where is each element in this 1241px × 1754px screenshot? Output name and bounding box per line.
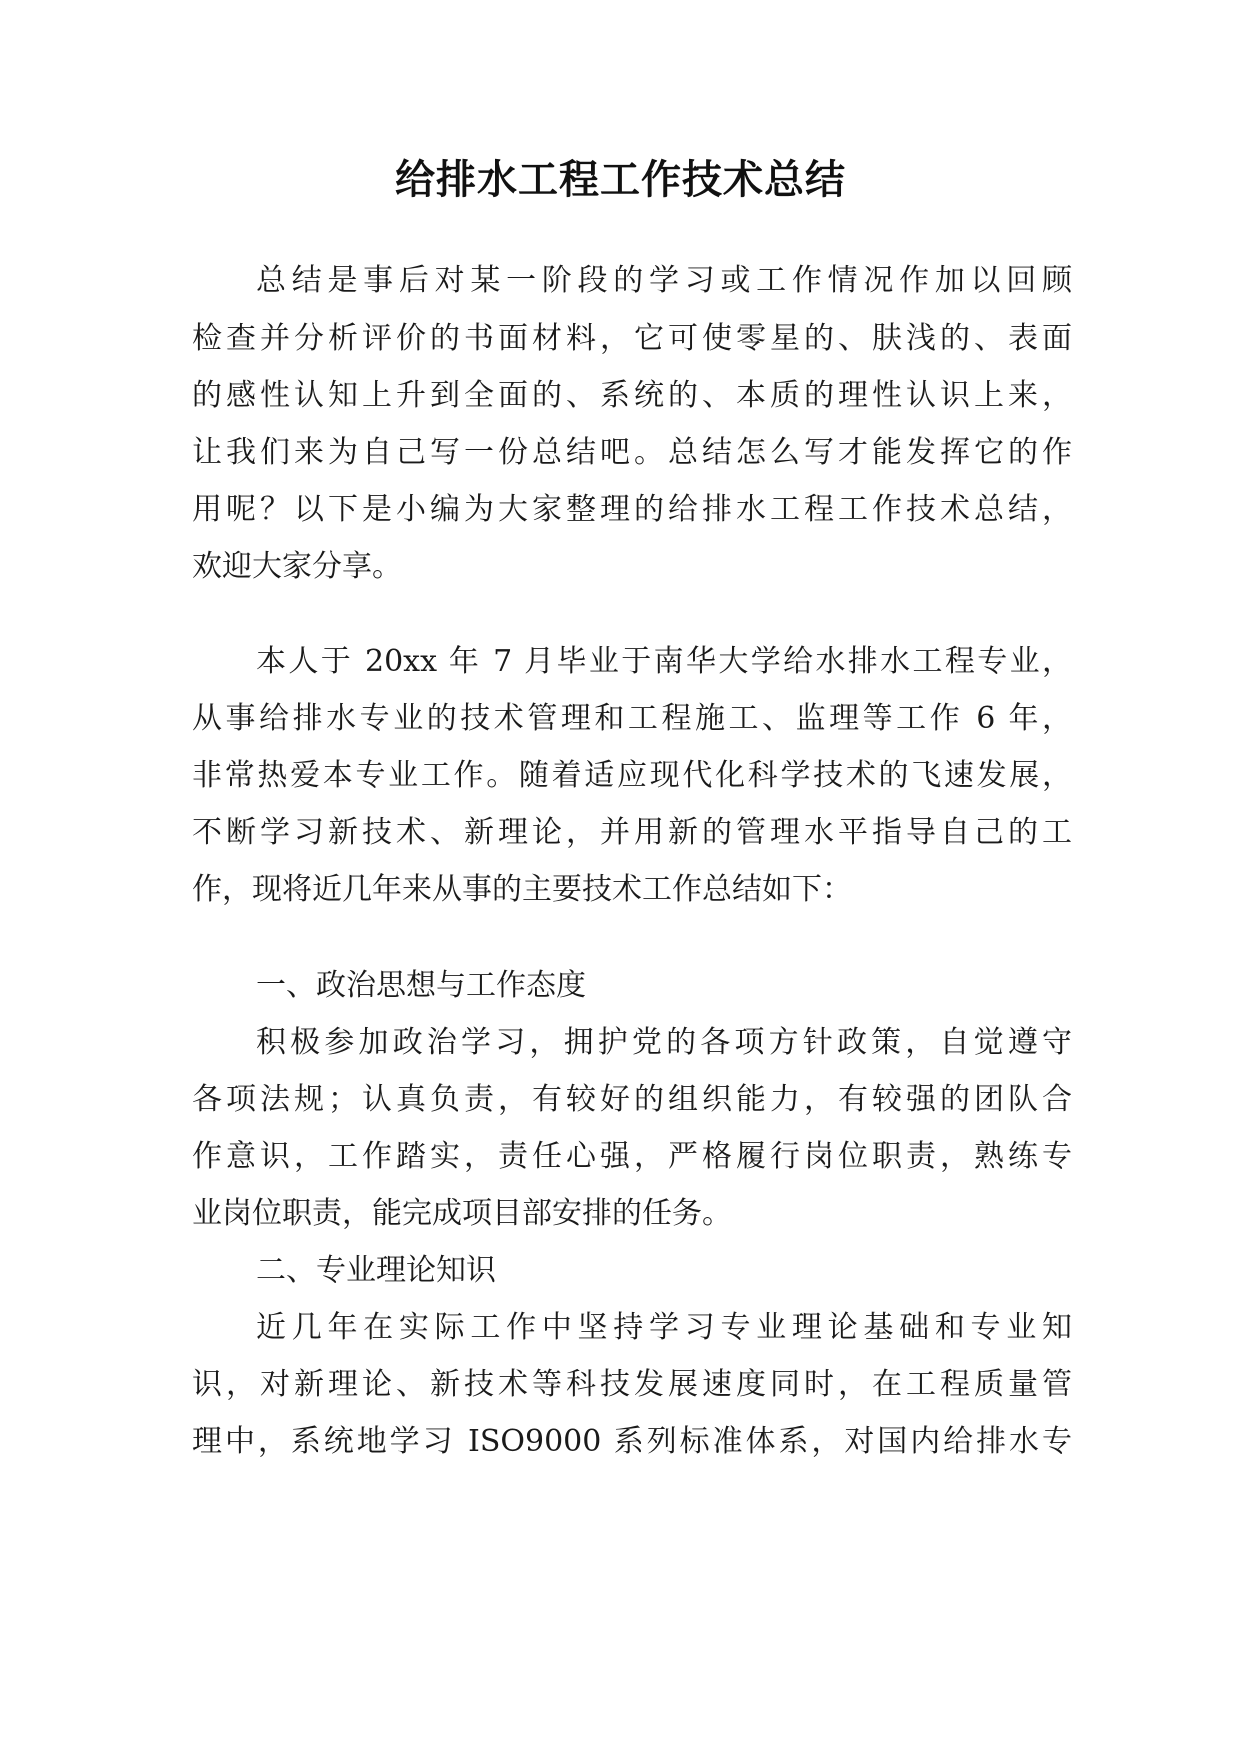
paragraph-line: 总结是事后对某一阶段的学习或工作情况作加以回顾 <box>256 263 1072 298</box>
paragraph-line: 识，对新理论、新技术等科技发展速度同时，在工程质量管 <box>192 1367 1072 1402</box>
paragraph-line: 检查并分析评价的书面材料，它可使零星的、肤浅的、表面 <box>192 321 1072 356</box>
section-heading: 二、专业理论知识 <box>256 1253 496 1288</box>
paragraph-line: 用呢？以下是小编为大家整理的给排水工程工作技术总结， <box>192 492 1072 527</box>
paragraph-line: 欢迎大家分享。 <box>192 549 402 584</box>
document-title: 给排水工程工作技术总结 <box>395 156 846 203</box>
paragraph-line: 让我们来为自己写一份总结吧。总结怎么写才能发挥它的作 <box>192 435 1072 470</box>
paragraph-line: 本人于 20xx 年 7 月毕业于南华大学给水排水工程专业， <box>256 644 1072 679</box>
paragraph-line: 非常热爱本专业工作。随着适应现代化科学技术的飞速发展， <box>192 758 1072 793</box>
paragraph-line: 的感性认知上升到全面的、系统的、本质的理性认识上来， <box>192 378 1072 413</box>
paragraph-line: 近几年在实际工作中坚持学习专业理论基础和专业知 <box>256 1310 1072 1345</box>
paragraph-line: 从事给排水专业的技术管理和工程施工、监理等工作 6 年， <box>192 701 1072 736</box>
paragraph-line: 积极参加政治学习，拥护党的各项方针政策，自觉遵守 <box>256 1025 1072 1060</box>
paragraph-line: 业岗位职责，能完成项目部安排的任务。 <box>192 1196 732 1231</box>
paragraph-line: 作意识，工作踏实，责任心强，严格履行岗位职责，熟练专 <box>192 1139 1072 1174</box>
paragraph-line: 各项法规；认真负责，有较好的组织能力，有较强的团队合 <box>192 1082 1072 1117</box>
paragraph-line: 作，现将近几年来从事的主要技术工作总结如下： <box>192 872 852 907</box>
paragraph-line: 不断学习新技术、新理论，并用新的管理水平指导自己的工 <box>192 815 1072 850</box>
paragraph-line: 理中，系统地学习 ISO9000 系列标准体系，对国内给排水专 <box>192 1424 1072 1459</box>
section-heading: 一、政治思想与工作态度 <box>256 968 586 1003</box>
